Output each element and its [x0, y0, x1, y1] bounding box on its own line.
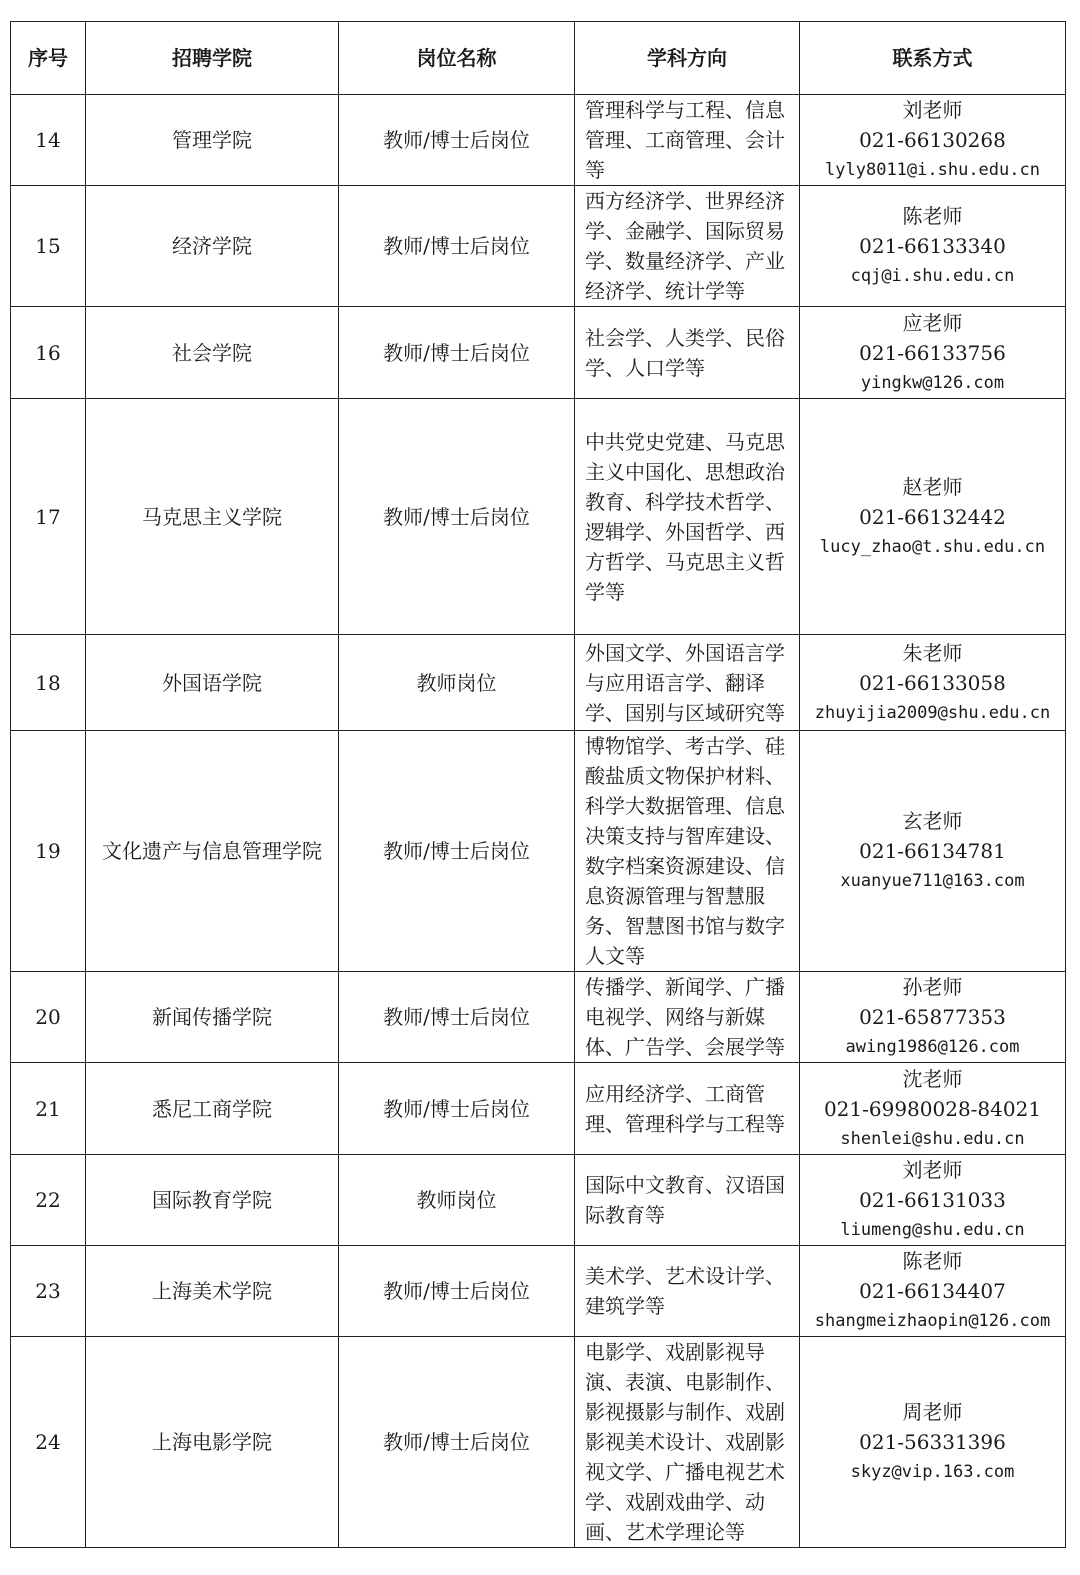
contact-name: 玄老师 — [902, 809, 963, 833]
table-row — [11, 307, 1066, 399]
position-name: 教师/博士后岗位 — [339, 1337, 575, 1548]
table-row — [11, 1063, 1066, 1155]
subject-direction: 社会学、人类学、民俗学、人口学等 — [575, 307, 800, 399]
contact-info — [800, 1246, 1066, 1337]
position-name: 教师/博士后岗位 — [339, 1063, 575, 1155]
table-row — [11, 1337, 1066, 1548]
contact-info — [800, 635, 1066, 731]
subject-direction: 管理科学与工程、信息管理、工商管理、会计等 — [575, 95, 800, 186]
contact-email[interactable]: shenlei@shu.edu.cn — [840, 1128, 1025, 1149]
contact-phone: 021-65877353 — [859, 1005, 1006, 1029]
table-row — [11, 731, 1066, 972]
row-number: 22 — [11, 1155, 86, 1246]
header-no: 序号 — [11, 22, 86, 95]
subject-direction: 外国文学、外国语言学与应用语言学、翻译学、国别与区域研究等 — [575, 635, 800, 731]
subject-direction: 应用经济学、工商管理、管理科学与工程等 — [575, 1063, 800, 1155]
table-row — [11, 1246, 1066, 1337]
contact-name: 陈老师 — [902, 1249, 963, 1273]
contact-phone: 021-66132442 — [859, 504, 1006, 529]
row-number: 23 — [11, 1246, 86, 1337]
contact-email[interactable]: zhuyijia2009@shu.edu.cn — [814, 702, 1051, 723]
contact-name: 陈老师 — [902, 204, 963, 228]
college-name: 社会学院 — [86, 307, 339, 399]
table-body — [11, 95, 1066, 1548]
row-number: 19 — [11, 731, 86, 972]
contact-email[interactable]: awing1986@126.com — [845, 1037, 1020, 1057]
recruitment-table — [10, 21, 1066, 1548]
college-name: 国际教育学院 — [86, 1155, 339, 1246]
contact-email[interactable]: skyz@vip.163.com — [850, 1462, 1015, 1482]
subject-direction: 美术学、艺术设计学、建筑学等 — [575, 1246, 800, 1337]
row-number: 18 — [11, 635, 86, 731]
contact-phone: 021-69980028-84021 — [823, 1096, 1042, 1121]
table-row — [11, 399, 1066, 635]
subject-direction: 博物馆学、考古学、硅酸盐质文物保护材料、科学大数据管理、信息决策支持与智库建设、数字档案资源建设、信息资源管理与智慧服务、智慧图书馆与数字人文等 — [575, 731, 800, 972]
row-number: 14 — [11, 95, 86, 186]
table-row — [11, 1155, 1066, 1246]
college-name: 外国语学院 — [86, 635, 339, 731]
table-row — [11, 95, 1066, 186]
position-name: 教师/博士后岗位 — [339, 972, 575, 1063]
row-number: 21 — [11, 1063, 86, 1155]
header-position: 岗位名称 — [339, 22, 575, 95]
contact-phone: 021-66131033 — [859, 1188, 1006, 1212]
position-name: 教师/博士后岗位 — [339, 186, 575, 307]
contact-email[interactable]: lyly8011@i.shu.edu.cn — [825, 160, 1040, 180]
contact-name: 应老师 — [902, 310, 963, 335]
contact-phone: 021-66133058 — [859, 670, 1006, 695]
contact-info — [800, 95, 1066, 186]
contact-info — [800, 307, 1066, 399]
contact-email[interactable]: yingkw@126.com — [860, 372, 1005, 393]
subject-direction: 传播学、新闻学、广播电视学、网络与新媒体、广告学、会展学等 — [575, 972, 800, 1063]
contact-phone: 021-66130268 — [859, 128, 1006, 152]
contact-info — [800, 186, 1066, 307]
position-name: 教师/博士后岗位 — [339, 1246, 575, 1337]
row-number: 15 — [11, 186, 86, 307]
contact-name: 孙老师 — [902, 975, 963, 999]
contact-name: 沈老师 — [902, 1066, 963, 1091]
contact-phone: 021-66133340 — [859, 234, 1006, 258]
row-number: 16 — [11, 307, 86, 399]
position-name: 教师/博士后岗位 — [339, 307, 575, 399]
contact-email[interactable]: shangmeizhaopin@126.com — [814, 1311, 1051, 1331]
position-name: 教师岗位 — [339, 635, 575, 731]
row-number: 24 — [11, 1337, 86, 1548]
table-row — [11, 972, 1066, 1063]
contact-name: 刘老师 — [902, 98, 963, 122]
table-row — [11, 635, 1066, 731]
recruitment-table-container — [10, 21, 1065, 1548]
position-name: 教师/博士后岗位 — [339, 399, 575, 635]
contact-info — [800, 731, 1066, 972]
contact-phone: 021-66133756 — [859, 340, 1006, 365]
subject-direction: 国际中文教育、汉语国际教育等 — [575, 1155, 800, 1246]
college-name: 文化遗产与信息管理学院 — [86, 731, 339, 972]
contact-name: 刘老师 — [902, 1158, 963, 1182]
subject-direction: 中共党史党建、马克思主义中国化、思想政治教育、科学技术哲学、逻辑学、外国哲学、西方哲学、马克思主义哲学等 — [575, 399, 800, 635]
contact-info — [800, 1155, 1066, 1246]
college-name: 悉尼工商学院 — [86, 1063, 339, 1155]
contact-email[interactable]: lucy_zhao@t.shu.edu.cn — [819, 536, 1046, 557]
position-name: 教师岗位 — [339, 1155, 575, 1246]
contact-phone: 021-66134407 — [859, 1279, 1006, 1303]
header-college: 招聘学院 — [86, 22, 339, 95]
college-name: 新闻传播学院 — [86, 972, 339, 1063]
college-name: 上海美术学院 — [86, 1246, 339, 1337]
contact-name: 赵老师 — [902, 474, 963, 499]
position-name: 教师/博士后岗位 — [339, 95, 575, 186]
college-name: 马克思主义学院 — [86, 399, 339, 635]
table-row — [11, 186, 1066, 307]
contact-phone: 021-66134781 — [859, 839, 1006, 863]
contact-name: 周老师 — [902, 1400, 963, 1424]
college-name: 上海电影学院 — [86, 1337, 339, 1548]
header-subject: 学科方向 — [575, 22, 800, 95]
contact-info — [800, 972, 1066, 1063]
subject-direction: 西方经济学、世界经济学、金融学、国际贸易学、数量经济学、产业经济学、统计学等 — [575, 186, 800, 307]
college-name: 经济学院 — [86, 186, 339, 307]
contact-email[interactable]: cqj@i.shu.edu.cn — [850, 266, 1015, 286]
row-number: 17 — [11, 399, 86, 635]
contact-email[interactable]: liumeng@shu.edu.cn — [840, 1220, 1025, 1240]
header-row — [11, 22, 1066, 95]
row-number: 20 — [11, 972, 86, 1063]
contact-info — [800, 399, 1066, 635]
college-name: 管理学院 — [86, 95, 339, 186]
subject-direction: 电影学、戏剧影视导演、表演、电影制作、影视摄影与制作、戏剧影视美术设计、戏剧影视文学、广播电视艺术学、戏剧戏曲学、动画、艺术学理论等 — [575, 1337, 800, 1548]
contact-info — [800, 1063, 1066, 1155]
contact-name: 朱老师 — [902, 640, 963, 665]
contact-info — [800, 1337, 1066, 1548]
position-name: 教师/博士后岗位 — [339, 731, 575, 972]
contact-email[interactable]: xuanyue711@163.com — [840, 871, 1025, 891]
contact-phone: 021-56331396 — [859, 1430, 1006, 1454]
header-contact: 联系方式 — [800, 22, 1066, 95]
